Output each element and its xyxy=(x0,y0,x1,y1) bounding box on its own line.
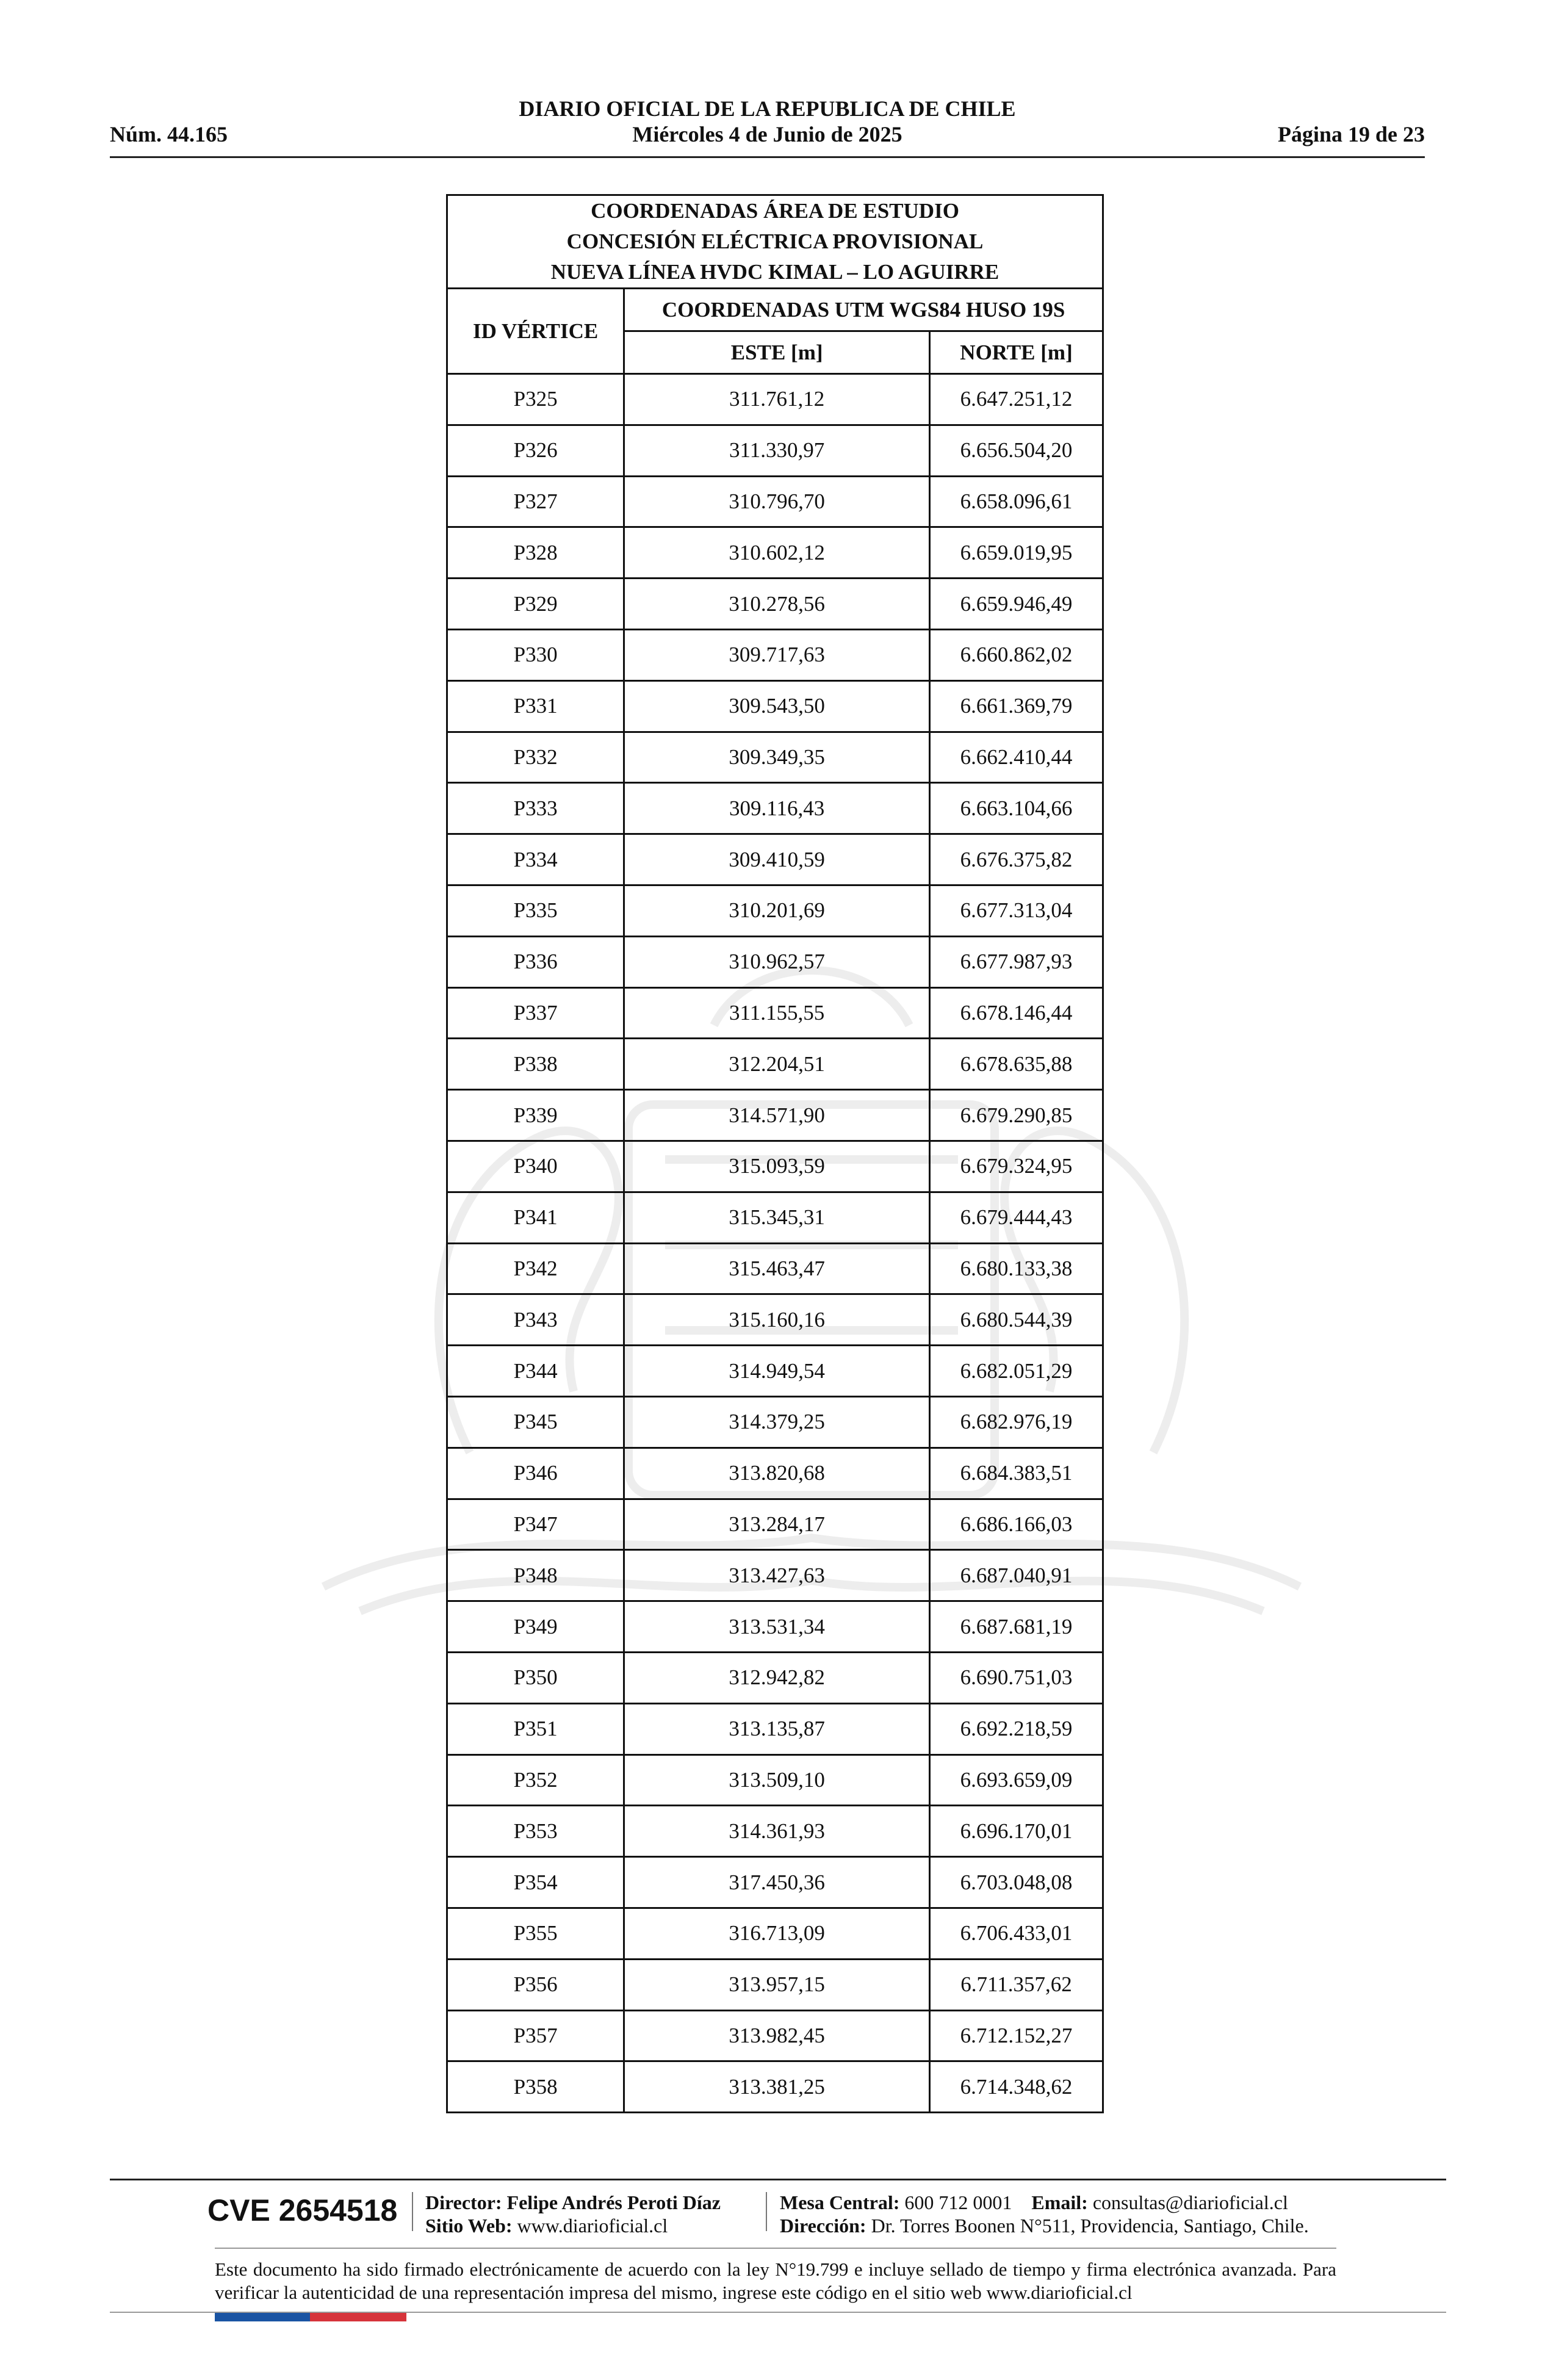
vertex-id-cell: P355 xyxy=(447,1908,624,1959)
norte-header: NORTE [m] xyxy=(930,331,1103,374)
email-label: Email: xyxy=(1031,2191,1088,2213)
issue-number: Núm. 44.165 xyxy=(110,122,228,146)
este-cell: 313.135,87 xyxy=(624,1703,930,1754)
este-cell: 316.713,09 xyxy=(624,1908,930,1959)
norte-cell: 6.679.290,85 xyxy=(930,1090,1103,1141)
este-cell: 310.278,56 xyxy=(624,579,930,630)
este-cell: 312.942,82 xyxy=(624,1652,930,1703)
table-row xyxy=(447,1396,1103,1448)
vertex-id-cell: P325 xyxy=(447,374,624,425)
norte-cell: 6.692.218,59 xyxy=(930,1703,1103,1754)
este-cell: 309.717,63 xyxy=(624,629,930,680)
email-link[interactable]: consultas@diarioficial.cl xyxy=(1092,2191,1288,2213)
este-cell: 311.330,97 xyxy=(624,425,930,476)
norte-cell: 6.690.751,03 xyxy=(930,1652,1103,1703)
este-cell: 309.543,50 xyxy=(624,680,930,732)
table-row xyxy=(447,680,1103,732)
director-label: Director: xyxy=(425,2191,502,2213)
este-cell: 315.160,16 xyxy=(624,1294,930,1346)
mesa-phone: 600 712 0001 xyxy=(904,2191,1012,2213)
vertex-id-cell: P353 xyxy=(447,1806,624,1857)
este-cell: 309.410,59 xyxy=(624,834,930,885)
vertex-id-cell: P356 xyxy=(447,1959,624,2010)
vertex-id-cell: P358 xyxy=(447,2061,624,2113)
table-row xyxy=(447,1039,1103,1090)
norte-cell: 6.693.659,09 xyxy=(930,1754,1103,1806)
norte-cell: 6.684.383,51 xyxy=(930,1448,1103,1499)
vertex-id-cell: P344 xyxy=(447,1346,624,1397)
footer-divider xyxy=(110,2179,1446,2180)
este-cell: 315.345,31 xyxy=(624,1192,930,1243)
director-name: Felipe Andrés Peroti Díaz xyxy=(506,2191,721,2213)
norte-cell: 6.660.862,02 xyxy=(930,629,1103,680)
vertex-id-cell: P357 xyxy=(447,2010,624,2061)
coordinates-table xyxy=(446,194,1104,2113)
table-title xyxy=(447,195,1103,289)
table-row xyxy=(447,936,1103,987)
este-cell: 314.379,25 xyxy=(624,1396,930,1448)
este-cell: 310.602,12 xyxy=(624,527,930,579)
issue-date: Miércoles 4 de Junio de 2025 xyxy=(632,122,902,146)
este-cell: 313.957,15 xyxy=(624,1959,930,2010)
vertex-id-cell: P339 xyxy=(447,1090,624,1141)
vertex-id-cell: P351 xyxy=(447,1703,624,1754)
este-cell: 315.093,59 xyxy=(624,1141,930,1192)
footer-separator xyxy=(766,2192,767,2231)
table-row xyxy=(447,374,1103,425)
vertex-id-cell: P337 xyxy=(447,987,624,1039)
vertex-id-cell: P328 xyxy=(447,527,624,579)
director-block xyxy=(425,2191,721,2237)
table-row xyxy=(447,783,1103,834)
este-cell: 310.796,70 xyxy=(624,476,930,527)
vertex-id-cell: P345 xyxy=(447,1396,624,1448)
vertex-id-cell: P329 xyxy=(447,579,624,630)
vertex-id-cell: P326 xyxy=(447,425,624,476)
vertex-id-cell: P332 xyxy=(447,732,624,783)
cve-code: CVE 2654518 xyxy=(207,2193,398,2227)
vertex-id-cell: P352 xyxy=(447,1754,624,1806)
vertex-id-cell: P340 xyxy=(447,1141,624,1192)
flag-stripe-blue xyxy=(215,2313,310,2321)
norte-cell: 6.680.133,38 xyxy=(930,1243,1103,1294)
legal-notice: Este documento ha sido firmado electrónicamente de acuerdo con la ley N°19.799 e incluye sellado de tiempo y firma electrónica avanzada. Para verificar la autenticidad de una representación impresa del mismo, ingrese este código en el sitio web www.diarioficial.cl xyxy=(215,2259,1336,2303)
norte-cell: 6.712.152,27 xyxy=(930,2010,1103,2061)
norte-cell: 6.682.976,19 xyxy=(930,1396,1103,1448)
table-title-line: NUEVA LÍNEA HVDC KIMAL – LO AGUIRRE xyxy=(550,260,1000,284)
este-cell: 313.381,25 xyxy=(624,2061,930,2113)
este-cell: 313.820,68 xyxy=(624,1448,930,1499)
table-row xyxy=(447,1294,1103,1346)
publication-title: DIARIO OFICIAL DE LA REPUBLICA DE CHILE xyxy=(519,96,1016,121)
coordinates-table-body xyxy=(447,374,1103,2113)
vertex-id-cell: P342 xyxy=(447,1243,624,1294)
table-row xyxy=(447,1754,1103,1806)
footer-separator xyxy=(412,2192,413,2231)
vertex-id-cell: P330 xyxy=(447,629,624,680)
site-link[interactable]: www.diarioficial.cl xyxy=(517,2215,668,2237)
norte-cell: 6.647.251,12 xyxy=(930,374,1103,425)
vertex-id-cell: P338 xyxy=(447,1039,624,1090)
id-vertex-header: ID VÉRTICE xyxy=(447,289,624,374)
mesa-label: Mesa Central: xyxy=(780,2191,900,2213)
table-row xyxy=(447,1601,1103,1653)
vertex-id-cell: P348 xyxy=(447,1550,624,1601)
norte-cell: 6.677.313,04 xyxy=(930,885,1103,936)
norte-cell: 6.680.544,39 xyxy=(930,1294,1103,1346)
table-row xyxy=(447,1652,1103,1703)
table-row xyxy=(447,2010,1103,2061)
norte-cell: 6.656.504,20 xyxy=(930,425,1103,476)
este-cell: 311.155,55 xyxy=(624,987,930,1039)
table-row xyxy=(447,1499,1103,1550)
table-row xyxy=(447,1141,1103,1192)
table-row xyxy=(447,1090,1103,1141)
norte-cell: 6.714.348,62 xyxy=(930,2061,1103,2113)
norte-cell: 6.676.375,82 xyxy=(930,834,1103,885)
este-cell: 313.427,63 xyxy=(624,1550,930,1601)
table-title-line: CONCESIÓN ELÉCTRICA PROVISIONAL xyxy=(566,229,984,253)
norte-cell: 6.679.444,43 xyxy=(930,1192,1103,1243)
este-cell: 313.284,17 xyxy=(624,1499,930,1550)
table-row xyxy=(447,579,1103,630)
table-row xyxy=(447,425,1103,476)
table-row xyxy=(447,1959,1103,2010)
address-label: Dirección: xyxy=(780,2215,866,2237)
table-row xyxy=(447,1703,1103,1754)
norte-cell: 6.661.369,79 xyxy=(930,680,1103,732)
norte-cell: 6.659.019,95 xyxy=(930,527,1103,579)
norte-cell: 6.711.357,62 xyxy=(930,1959,1103,2010)
este-cell: 312.204,51 xyxy=(624,1039,930,1090)
vertex-id-cell: P331 xyxy=(447,680,624,732)
flag-stripe-red xyxy=(310,2313,406,2321)
table-row xyxy=(447,1448,1103,1499)
table-row xyxy=(447,1908,1103,1959)
table-row xyxy=(447,1550,1103,1601)
page-number: Página 19 de 23 xyxy=(1277,122,1425,146)
norte-cell: 6.682.051,29 xyxy=(930,1346,1103,1397)
vertex-id-cell: P350 xyxy=(447,1652,624,1703)
norte-cell: 6.677.987,93 xyxy=(930,936,1103,987)
table-title-line: COORDENADAS ÁREA DE ESTUDIO xyxy=(591,199,959,223)
este-cell: 314.949,54 xyxy=(624,1346,930,1397)
utm-coordinates-header: COORDENADAS UTM WGS84 HUSO 19S xyxy=(624,289,1103,331)
vertex-id-cell: P336 xyxy=(447,936,624,987)
table-row xyxy=(447,987,1103,1039)
este-cell: 311.761,12 xyxy=(624,374,930,425)
este-cell: 313.509,10 xyxy=(624,1754,930,1806)
norte-cell: 6.696.170,01 xyxy=(930,1806,1103,1857)
table-row xyxy=(447,629,1103,680)
table-row xyxy=(447,1857,1103,1908)
este-cell: 313.531,34 xyxy=(624,1601,930,1653)
este-cell: 310.962,57 xyxy=(624,936,930,987)
table-row xyxy=(447,1346,1103,1397)
site-label: Sitio Web: xyxy=(425,2215,513,2237)
vertex-id-cell: P327 xyxy=(447,476,624,527)
table-row xyxy=(447,527,1103,579)
address-value: Dr. Torres Boonen N°511, Providencia, Santiago, Chile. xyxy=(871,2215,1309,2237)
norte-cell: 6.679.324,95 xyxy=(930,1141,1103,1192)
vertex-id-cell: P334 xyxy=(447,834,624,885)
table-row xyxy=(447,476,1103,527)
contact-block xyxy=(780,2191,1309,2237)
norte-cell: 6.686.166,03 xyxy=(930,1499,1103,1550)
vertex-id-cell: P333 xyxy=(447,783,624,834)
este-cell: 310.201,69 xyxy=(624,885,930,936)
norte-cell: 6.658.096,61 xyxy=(930,476,1103,527)
norte-cell: 6.678.146,44 xyxy=(930,987,1103,1039)
este-header: ESTE [m] xyxy=(624,331,930,374)
table-row xyxy=(447,885,1103,936)
este-cell: 314.571,90 xyxy=(624,1090,930,1141)
table-row xyxy=(447,732,1103,783)
table-row xyxy=(447,1806,1103,1857)
vertex-id-cell: P341 xyxy=(447,1192,624,1243)
table-row xyxy=(447,2061,1103,2113)
vertex-id-cell: P354 xyxy=(447,1857,624,1908)
vertex-id-cell: P349 xyxy=(447,1601,624,1653)
vertex-id-cell: P343 xyxy=(447,1294,624,1346)
este-cell: 317.450,36 xyxy=(624,1857,930,1908)
este-cell: 315.463,47 xyxy=(624,1243,930,1294)
norte-cell: 6.687.681,19 xyxy=(930,1601,1103,1653)
norte-cell: 6.706.433,01 xyxy=(930,1908,1103,1959)
norte-cell: 6.663.104,66 xyxy=(930,783,1103,834)
vertex-id-cell: P335 xyxy=(447,885,624,936)
table-row xyxy=(447,1243,1103,1294)
norte-cell: 6.662.410,44 xyxy=(930,732,1103,783)
table-row xyxy=(447,1192,1103,1243)
este-cell: 313.982,45 xyxy=(624,2010,930,2061)
norte-cell: 6.678.635,88 xyxy=(930,1039,1103,1090)
vertex-id-cell: P346 xyxy=(447,1448,624,1499)
header-divider xyxy=(110,156,1425,158)
este-cell: 309.349,35 xyxy=(624,732,930,783)
vertex-id-cell: P347 xyxy=(447,1499,624,1550)
norte-cell: 6.687.040,91 xyxy=(930,1550,1103,1601)
norte-cell: 6.659.946,49 xyxy=(930,579,1103,630)
este-cell: 309.116,43 xyxy=(624,783,930,834)
page-header xyxy=(110,92,1425,159)
norte-cell: 6.703.048,08 xyxy=(930,1857,1103,1908)
este-cell: 314.361,93 xyxy=(624,1806,930,1857)
footer-inner-divider xyxy=(215,2248,1336,2249)
table-row xyxy=(447,834,1103,885)
